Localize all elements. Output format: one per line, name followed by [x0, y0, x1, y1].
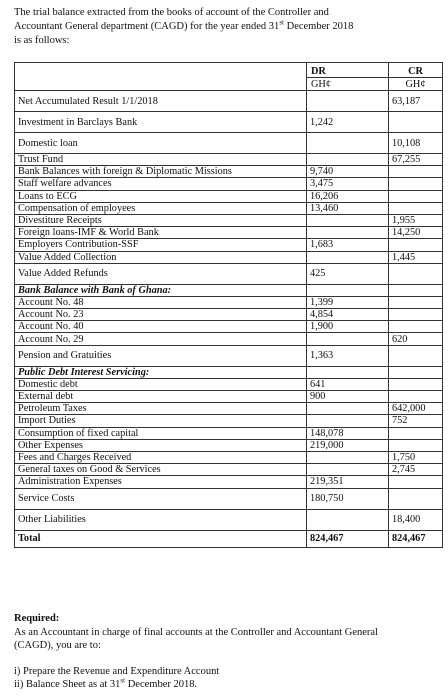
table-row [15, 309, 443, 321]
total-row [15, 530, 443, 547]
account-label: Trust Fund [15, 154, 307, 166]
debit-value [307, 333, 389, 345]
account-label: Other Liabilities [15, 509, 307, 530]
debit-value: 13,460 [307, 202, 389, 214]
credit-value: 14,250 [389, 227, 443, 239]
debit-value [307, 154, 389, 166]
required-item-2-text: ii) Balance Sheet as at 31 [14, 679, 121, 690]
credit-value [389, 112, 443, 133]
credit-value [389, 190, 443, 202]
intro-line-2-sup: st [279, 18, 284, 27]
table-row [15, 378, 443, 390]
debit-value: 3,475 [307, 178, 389, 190]
intro-line-3: is as follows: [14, 35, 70, 46]
required-section [14, 612, 434, 692]
table-row [15, 91, 443, 112]
total-label: Total [15, 530, 307, 547]
debit-value: 900 [307, 391, 389, 403]
credit-value [389, 309, 443, 321]
debit-value: 219,000 [307, 439, 389, 451]
account-label: Employers Contribution-SSF [15, 239, 307, 251]
credit-value [389, 284, 443, 296]
unit-label-cell [15, 78, 307, 91]
credit-value: 1,750 [389, 451, 443, 463]
credit-value [389, 378, 443, 390]
debit-value [307, 227, 389, 239]
credit-value [389, 263, 443, 284]
credit-value: 620 [389, 333, 443, 345]
table-row [15, 227, 443, 239]
account-label: Value Added Refunds [15, 263, 307, 284]
credit-value: 752 [389, 415, 443, 427]
debit-value: 9,740 [307, 166, 389, 178]
table-row [15, 391, 443, 403]
credit-value [389, 391, 443, 403]
header-dr-unit: GH¢ [307, 78, 389, 91]
table-row [15, 133, 443, 154]
debit-value [307, 464, 389, 476]
table-row [15, 321, 443, 333]
intro-line-2-text: Accountant General department (CAGD) for the year ended 31 [14, 21, 280, 32]
debit-value [307, 451, 389, 463]
table-row [15, 166, 443, 178]
debit-value: 1,399 [307, 296, 389, 308]
total-debit: 824,467 [307, 530, 389, 547]
credit-value: 67,255 [389, 154, 443, 166]
account-label: General taxes on Good & Services [15, 464, 307, 476]
table-row [15, 251, 443, 263]
debit-value [307, 214, 389, 226]
debit-value [307, 91, 389, 112]
account-label: Divestiture Receipts [15, 214, 307, 226]
table-row [15, 178, 443, 190]
table-row [15, 476, 443, 488]
table-row [15, 509, 443, 530]
debit-value: 4,854 [307, 309, 389, 321]
account-label: Import Duties [15, 415, 307, 427]
credit-value [389, 202, 443, 214]
debit-value: 641 [307, 378, 389, 390]
table-row [15, 345, 443, 366]
credit-value: 63,187 [389, 91, 443, 112]
table-row [15, 427, 443, 439]
account-label: Other Expenses [15, 439, 307, 451]
table-row [15, 366, 443, 378]
table-row [15, 202, 443, 214]
debit-value [307, 403, 389, 415]
required-line-2: (CAGD), you are to: [14, 640, 101, 651]
required-item-2 [14, 678, 434, 692]
intro-paragraph [14, 6, 434, 48]
credit-value [389, 321, 443, 333]
table-row [15, 403, 443, 415]
table-row [15, 415, 443, 427]
account-label: External debt [15, 391, 307, 403]
account-label: Bank Balances with foreign & Diplomatic Missions [15, 166, 307, 178]
account-label: Fees and Charges Received [15, 451, 307, 463]
header-dr: DR [307, 63, 389, 78]
account-label: Foreign loans-IMF & World Bank [15, 227, 307, 239]
debit-value [307, 133, 389, 154]
total-credit: 824,467 [389, 530, 443, 547]
debit-value: 1,900 [307, 321, 389, 333]
table-row [15, 214, 443, 226]
debit-value: 180,750 [307, 488, 389, 509]
header-cr: CR [389, 63, 443, 78]
account-label: Account No. 29 [15, 333, 307, 345]
debit-value: 1,242 [307, 112, 389, 133]
table-header-row [15, 63, 443, 78]
account-label: Service Costs [15, 488, 307, 509]
debit-value [307, 509, 389, 530]
intro-line-2 [14, 20, 434, 34]
table-row [15, 112, 443, 133]
table-row [15, 284, 443, 296]
intro-line-2-end: December 2018 [283, 21, 354, 32]
credit-value [389, 296, 443, 308]
header-cr-unit: GH¢ [389, 78, 443, 91]
credit-value [389, 427, 443, 439]
table-row [15, 439, 443, 451]
debit-value: 1,363 [307, 345, 389, 366]
account-label: Bank Balance with Bank of Ghana: [15, 284, 307, 296]
credit-value [389, 488, 443, 509]
table-row [15, 154, 443, 166]
credit-value [389, 345, 443, 366]
table-row [15, 464, 443, 476]
account-label: Loans to ECG [15, 190, 307, 202]
required-line-1: As an Accountant in charge of final accounts at the Controller and Accountant General [14, 626, 378, 638]
required-item-2-sup: st [120, 676, 126, 685]
credit-value [389, 166, 443, 178]
account-label: Public Debt Interest Servicing: [15, 366, 307, 378]
required-item-1: i) Prepare the Revenue and Expenditure Account [14, 665, 220, 677]
table-row [15, 190, 443, 202]
table-row [15, 296, 443, 308]
credit-value [389, 476, 443, 488]
intro-line-1: The trial balance extracted from the books of account of the Controller and [14, 7, 329, 18]
account-label: Consumption of fixed capital [15, 427, 307, 439]
credit-value: 10,108 [389, 133, 443, 154]
debit-value [307, 415, 389, 427]
debit-value [307, 366, 389, 378]
debit-value: 425 [307, 263, 389, 284]
account-label: Investment in Barclays Bank [15, 112, 307, 133]
credit-value [389, 439, 443, 451]
trial-balance-table [14, 62, 443, 548]
account-label: Compensation of employees [15, 202, 307, 214]
account-label: Petroleum Taxes [15, 403, 307, 415]
table-row [15, 488, 443, 509]
table-row [15, 333, 443, 345]
credit-value [389, 239, 443, 251]
debit-value [307, 251, 389, 263]
credit-value: 18,400 [389, 509, 443, 530]
table-row [15, 263, 443, 284]
debit-value: 148,078 [307, 427, 389, 439]
table-row [15, 451, 443, 463]
debit-value: 1,683 [307, 239, 389, 251]
credit-value [389, 178, 443, 190]
account-label: Administration Expenses [15, 476, 307, 488]
header-label-cell [15, 63, 307, 78]
credit-value: 1,445 [389, 251, 443, 263]
account-label: Account No. 23 [15, 309, 307, 321]
credit-value: 2,745 [389, 464, 443, 476]
account-label: Value Added Collection [15, 251, 307, 263]
account-label: Pension and Gratuities [15, 345, 307, 366]
table-row [15, 239, 443, 251]
debit-value: 219,351 [307, 476, 389, 488]
account-label: Account No. 40 [15, 321, 307, 333]
credit-value [389, 366, 443, 378]
credit-value: 642,000 [389, 403, 443, 415]
account-label: Domestic debt [15, 378, 307, 390]
debit-value: 16,206 [307, 190, 389, 202]
debit-value [307, 284, 389, 296]
account-label: Net Accumulated Result 1/1/2018 [15, 91, 307, 112]
account-label: Account No. 48 [15, 296, 307, 308]
table-unit-row [15, 78, 443, 91]
credit-value: 1,955 [389, 214, 443, 226]
required-heading: Required: [14, 613, 60, 624]
account-label: Domestic loan [15, 133, 307, 154]
account-label: Staff welfare advances [15, 178, 307, 190]
required-item-2-end: December 2018. [125, 679, 198, 690]
